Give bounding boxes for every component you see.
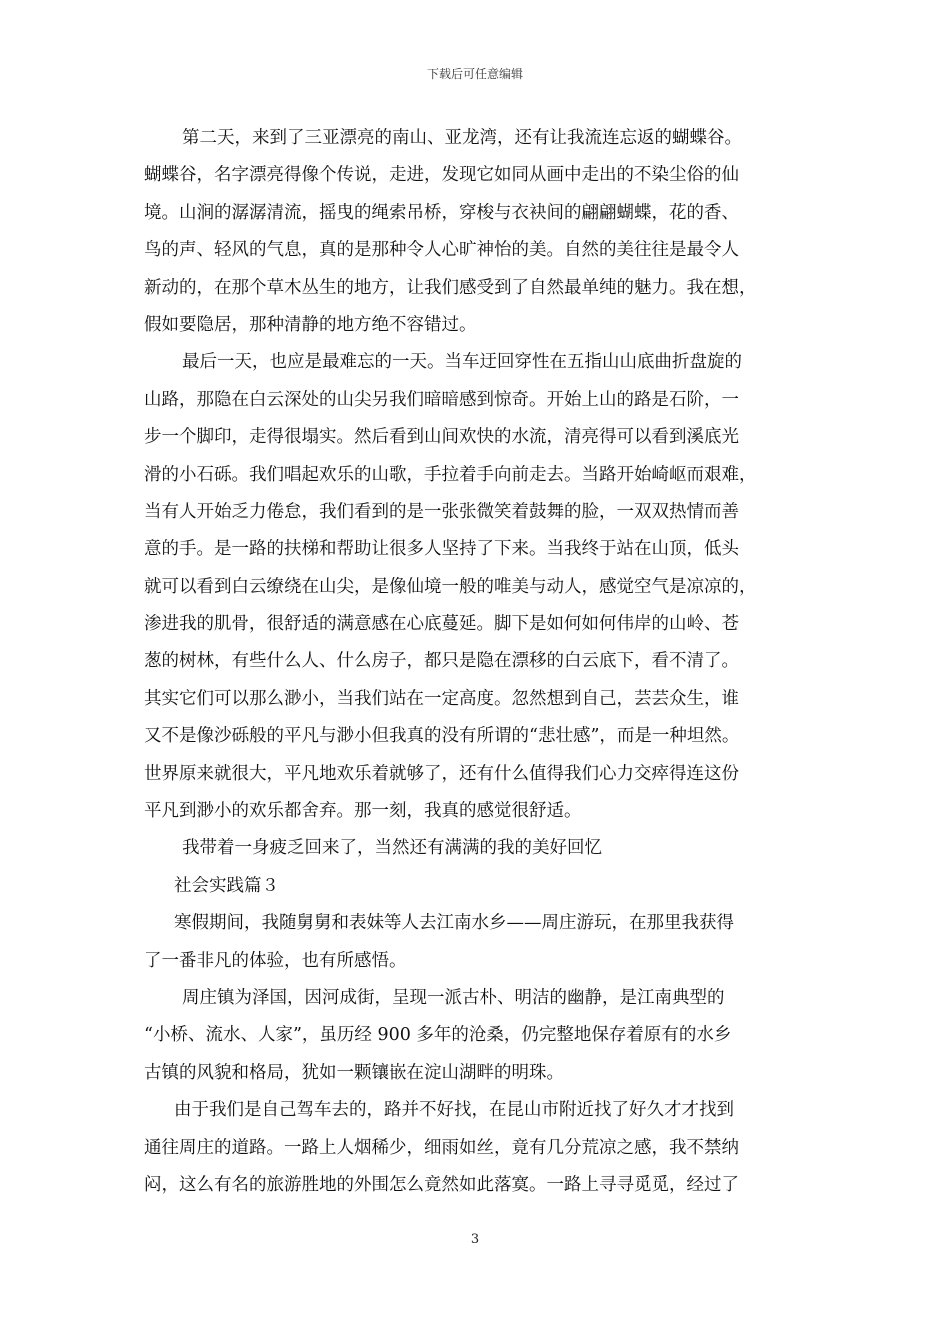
text-line: 鸟的声、轻风的气息，真的是那种令人心旷神怡的美。自然的美往往是最令人 xyxy=(144,240,739,261)
text-line: 意的手。是一路的扶梯和帮助让很多人坚持了下来。当我终于站在山顶，低头 xyxy=(144,539,739,560)
text-line: 假如要隐居，那种清静的地方绝不容错过。 xyxy=(144,314,477,335)
text-line: 由于我们是自己驾车去的，路并不好找，在昆山市附近找了好久才才找到 xyxy=(174,1100,734,1121)
text-line: 了一番非凡的体验，也有所感悟。 xyxy=(144,950,407,971)
page-header: 下载后可任意编辑 xyxy=(426,67,523,81)
text-line: 滑的小石砾。我们唱起欢乐的山歌，手拉着手向前走去。当路开始崎岖而艰难， xyxy=(144,464,757,485)
text-line: “小桥、流水、人家”，虽历经 900 多年的沧桑，仍完整地保存着原有的水乡 xyxy=(144,1025,732,1046)
text-line: 山路，那隐在白云深处的山尖另我们暗暗感到惊奇。开始上山的路是石阶，一 xyxy=(144,389,739,410)
text-line: 第二天，来到了三亚漂亮的南山、亚龙湾，还有让我流连忘返的蝴蝶谷。 xyxy=(182,128,742,148)
text-line: 通往周庄的道路。一路上人烟稀少，细雨如丝，竟有几分荒凉之感，我不禁纳 xyxy=(144,1137,739,1158)
page-number: 3 xyxy=(470,1232,480,1247)
text-line: 蝴蝶谷，名字漂亮得像个传说，走进，发现它如同从画中走出的不染尘俗的仙 xyxy=(144,165,739,186)
section-heading: 社会实践篇３ xyxy=(174,875,279,896)
text-line: 我带着一身疲乏回来了，当然还有满满的我的美好回忆 xyxy=(182,838,602,859)
text-line: 古镇的风貌和格局，犹如一颗镶嵌在淀山湖畔的明珠。 xyxy=(144,1062,564,1083)
text-line: 就可以看到白云缭绕在山尖，是像仙境一般的唯美与动人，感觉空气是凉凉的， xyxy=(144,576,757,597)
text-line: 新动的，在那个草木丛生的地方，让我们感受到了自然最单纯的魅力。我在想， xyxy=(144,277,757,298)
text-line: 境。山涧的潺潺清流，摇曳的绳索吊桥，穿梭与衣袂间的翩翩蝴蝶，花的香、 xyxy=(144,202,739,223)
text-line: 世界原来就很大，平凡地欢乐着就够了，还有什么值得我们心力交瘁得连这份 xyxy=(144,763,739,784)
text-line: 渗进我的肌骨，很舒适的满意感在心底蔓延。脚下是如何如何伟岸的山岭、苍 xyxy=(144,614,739,635)
text-line: 寒假期间，我随舅舅和表妹等人去江南水乡——周庄游玩，在那里我获得 xyxy=(174,913,734,934)
document-body xyxy=(144,120,810,1204)
text-line: 平凡到渺小的欢乐都舍弃。那一刻，我真的感觉很舒适。 xyxy=(144,801,582,822)
text-line: 其实它们可以那么渺小，当我们站在一定高度。忽然想到自己，芸芸众生，谁 xyxy=(144,688,739,709)
text-line: 闷，这么有名的旅游胜地的外围怎么竟然如此落寞。一路上寻寻觅觅，经过了 xyxy=(144,1174,739,1195)
text-line: 葱的树林，有些什么人、什么房子，都只是隐在漂移的白云底下，看不清了。 xyxy=(144,651,739,672)
text-line: 最后一天，也应是最难忘的一天。当车迂回穿性在五指山山底曲折盘旋的 xyxy=(182,352,742,373)
text-line: 又不是像沙砾般的平凡与渺小但我真的没有所谓的“悲壮感”，而是一种坦然。 xyxy=(144,726,740,747)
text-line: 当有人开始乏力倦怠，我们看到的是一张张微笑着鼓舞的脸，一双双热情而善 xyxy=(144,501,739,522)
text-line: 周庄镇为泽国，因河成街，呈现一派古朴、明洁的幽静，是江南典型的 xyxy=(182,987,725,1008)
text-line: 步一个脚印，走得很塌实。然后看到山间欢快的水流，清亮得可以看到溪底光 xyxy=(144,427,739,448)
